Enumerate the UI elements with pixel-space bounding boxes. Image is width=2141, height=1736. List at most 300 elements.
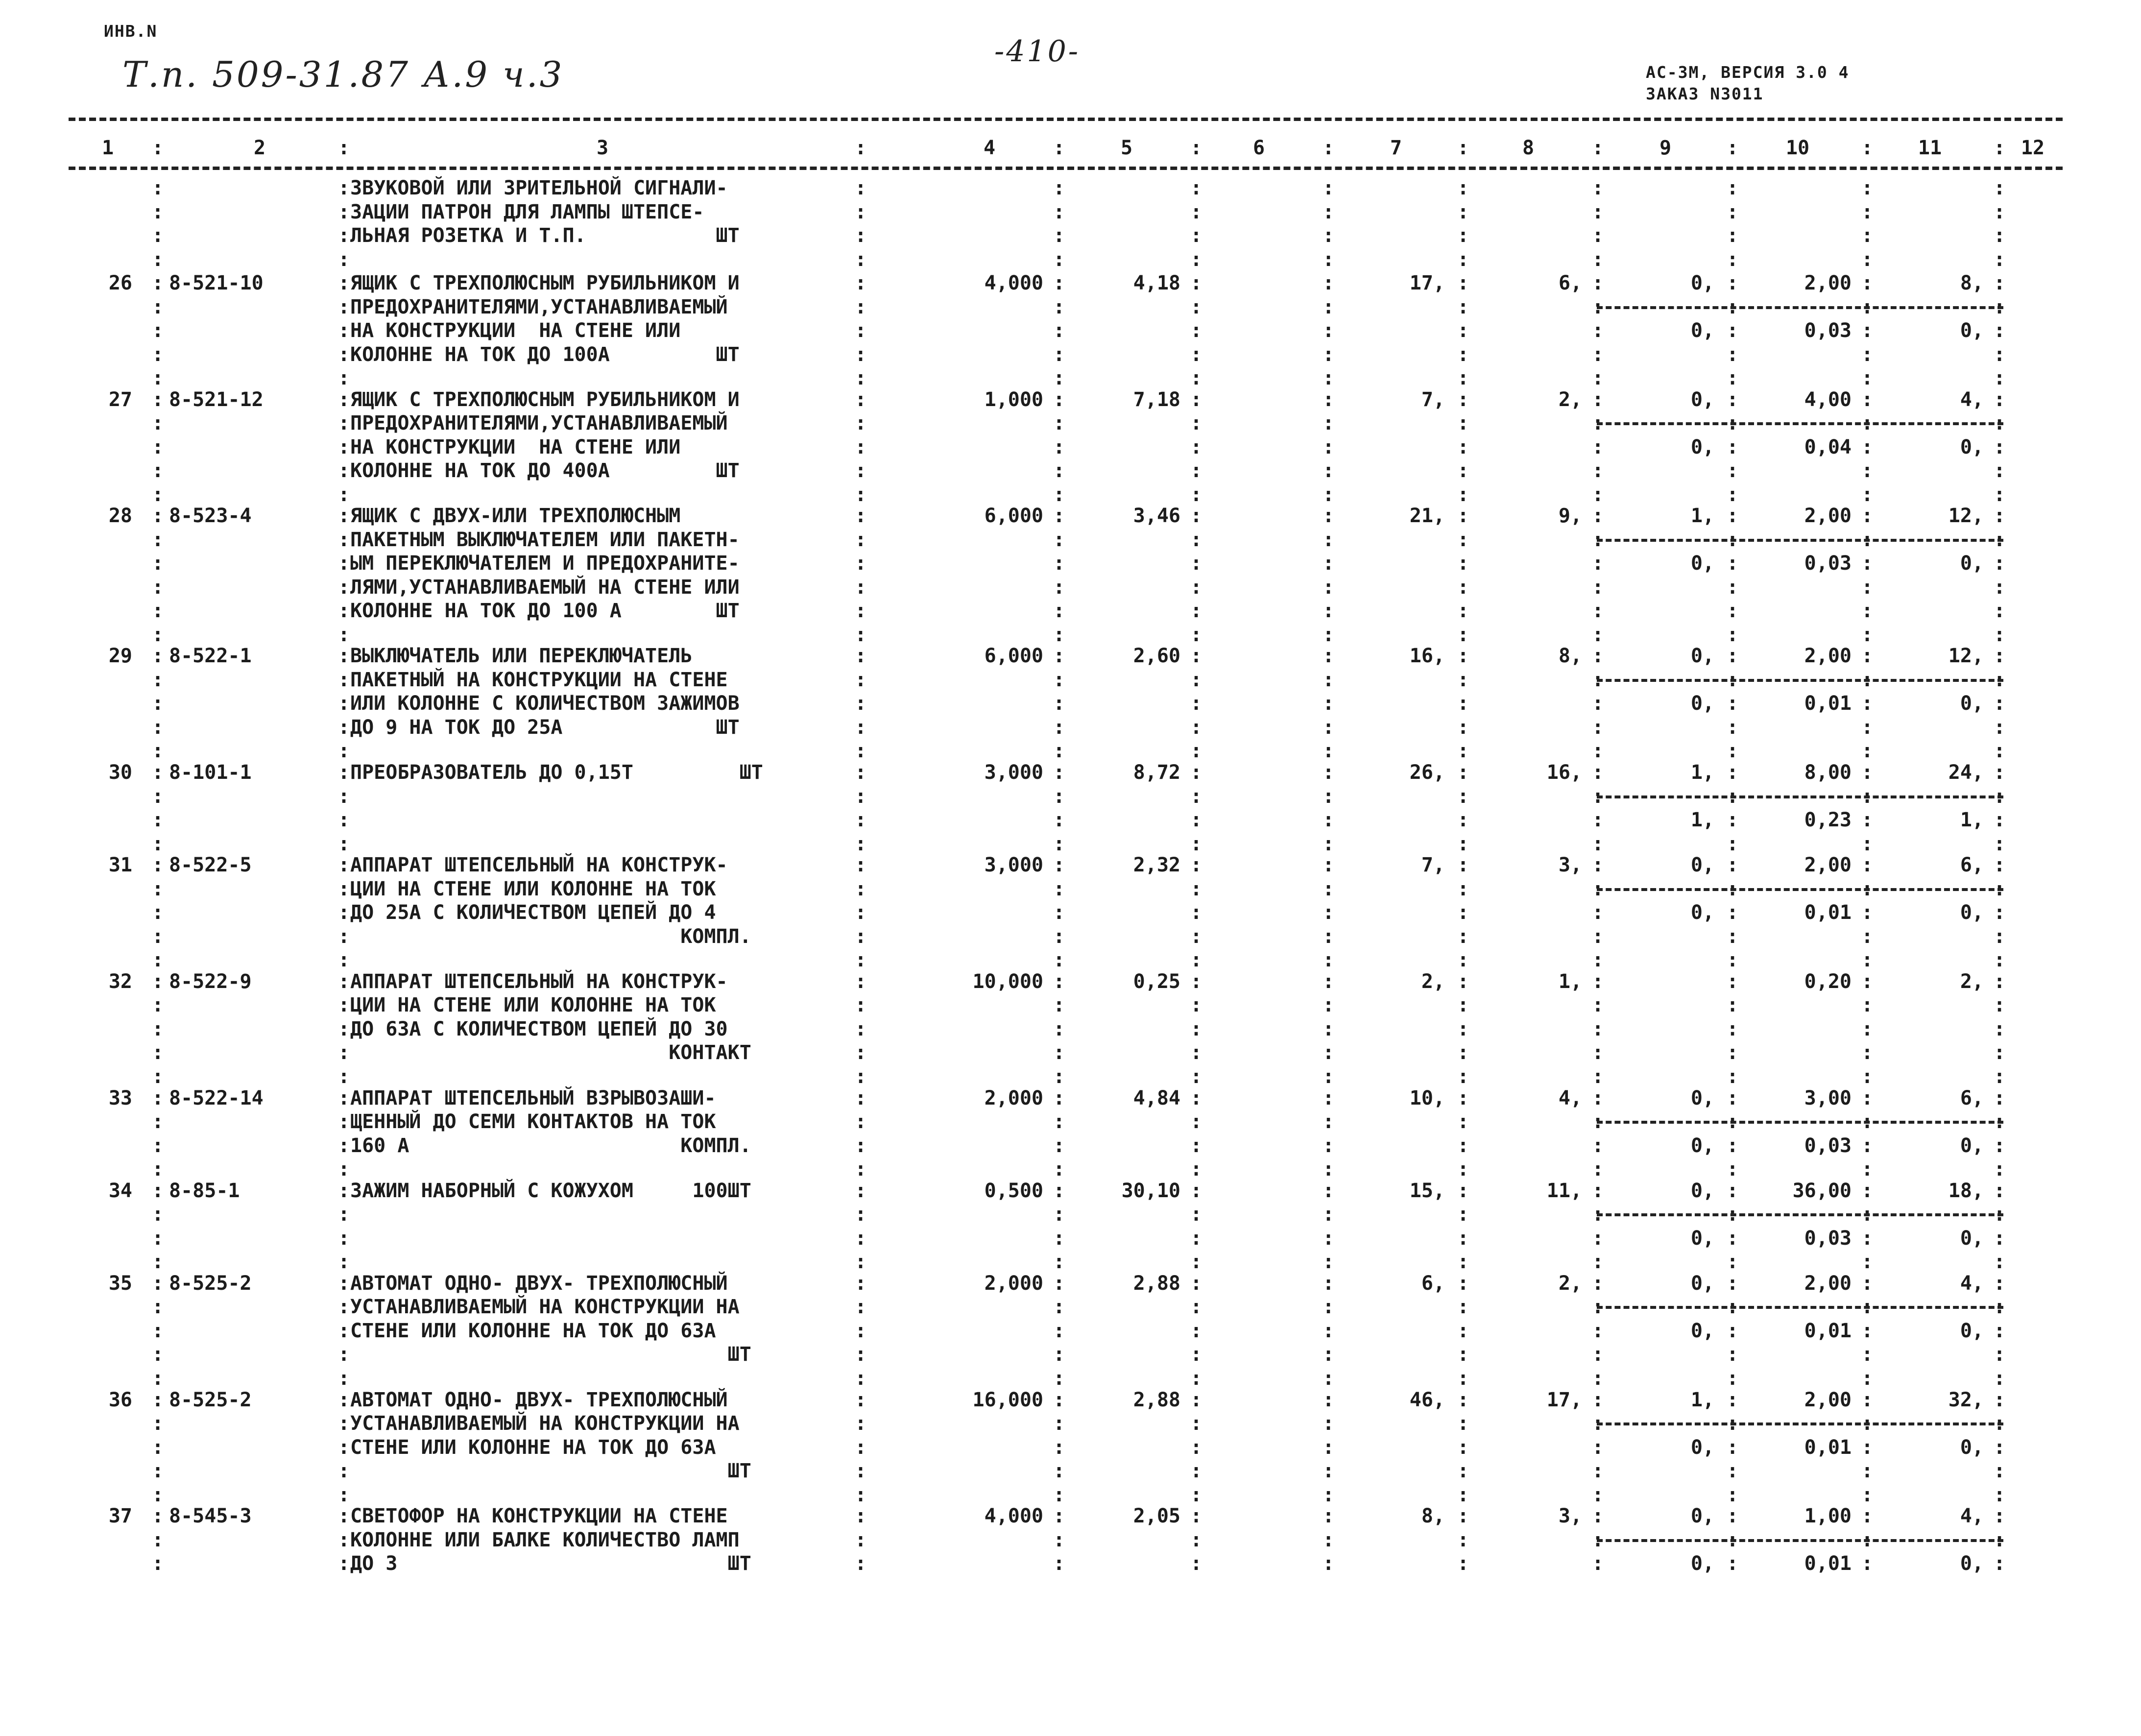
column-separator: : [855,137,867,159]
column-separator: : [1190,1436,1203,1459]
cell-c8: 1, [1558,970,1582,993]
column-separator: : [1323,367,1335,389]
cell-c5: 8,72 [1133,761,1180,784]
column-separator: : [152,1227,164,1250]
column-separator: : [1457,1460,1469,1482]
column-separator: : [1861,1436,1874,1459]
cell-c10-sub: 0,03 [1804,1134,1852,1157]
description-line: АВТОМАТ ОДНО- ДВУХ- ТРЕХПОЛЮСНЫЙ [350,1272,728,1295]
cell-c7: 2, [1421,970,1445,993]
column-separator: : [1994,576,2006,599]
column-separator: : [1457,1412,1469,1435]
column-separator: : [1323,483,1335,506]
column-separator: : [1727,343,1739,366]
column-separator: : [152,1460,164,1482]
column-separator: : [1727,1251,1739,1274]
column-separator: : [855,1412,867,1435]
column-separator: : [1053,645,1065,668]
column-separator: : [1323,1272,1335,1295]
column-separator: : [152,1086,164,1109]
column-separator: : [1457,1086,1469,1109]
column-separator: : [1053,137,1065,159]
column-separator: : [1323,200,1335,223]
column-separator: : [1323,832,1335,855]
column-separator: : [1323,319,1335,342]
description-line: ПАКЕТНЫМ ВЫКЛЮЧАТЕЛЕМ ИЛИ ПАКЕТН- [350,528,740,551]
column-separator: : [338,1134,350,1157]
description-line: ПАКЕТНЫЙ НА КОНСТРУКЦИИ НА СТЕНЕ [350,668,728,691]
column-separator: : [1861,785,1874,808]
column-separator: : [1457,949,1469,972]
cell-c9-sub: 0, [1690,552,1714,575]
column-separator: : [1190,367,1203,389]
column-separator: : [152,832,164,855]
cell-c9: 0, [1690,1179,1714,1202]
column-separator: : [1994,716,2006,739]
column-separator: : [152,248,164,271]
subtotal-separator [1597,888,2003,891]
column-separator: : [338,949,350,972]
column-separator: : [1994,505,2006,528]
column-separator: : [338,200,350,223]
column-separator: : [855,459,867,482]
subtotal-separator [1597,306,2003,309]
cell-c7: 6, [1421,1272,1445,1295]
column-separator: : [338,1528,350,1551]
column-separator: : [338,716,350,739]
cell-c10: 1,00 [1804,1505,1852,1528]
column-separator: : [1323,716,1335,739]
column-separator: : [1190,761,1203,784]
column-separator: : [1861,1343,1874,1366]
column-separator: : [855,1528,867,1551]
column-separator: : [1323,1483,1335,1506]
column-separator: : [1323,552,1335,575]
column-separator: : [1323,785,1335,808]
column-separator: : [1861,740,1874,763]
row-number: 28 [108,505,132,528]
column-separator: : [1727,248,1739,271]
column-separator: : [855,1436,867,1459]
cell-c9: 1, [1690,1388,1714,1411]
cell-c10: 0,20 [1804,970,1852,993]
column-separator: : [1994,1203,2006,1226]
cell-c7: 21, [1409,505,1445,528]
cell-c10: 3,00 [1804,1086,1852,1109]
description-line: ЗВУКОВОЙ ИЛИ ЗРИТЕЛЬНОЙ СИГНАЛИ- [350,177,728,199]
column-separator: : [1457,809,1469,832]
row-number: 30 [108,761,132,784]
column-separator: : [1053,552,1065,575]
description-line: УСТАНАВЛИВАЕМЫЙ НА КОНСТРУКЦИИ НА [350,1412,740,1435]
column-separator: : [1457,785,1469,808]
column-separator: : [1861,343,1874,366]
column-separator: : [152,1343,164,1366]
column-separator: : [855,367,867,389]
column-separator: : [1190,925,1203,948]
column-separator: : [1457,877,1469,900]
column-separator: : [1323,1412,1335,1435]
column-separator: : [1592,1065,1604,1088]
description-line: АППАРАТ ШТЕПСЕЛЬНЫЙ НА КОНСТРУК- [350,970,728,993]
column-separator: : [1592,854,1604,877]
column-separator: : [1053,224,1065,247]
column-separator: : [1861,1158,1874,1181]
rate-code: 8-545-3 [169,1505,252,1528]
column-separator: : [1861,1086,1874,1109]
column-separator: : [855,1251,867,1274]
column-separator: : [152,925,164,948]
column-separator: : [1323,877,1335,900]
column-separator: : [1053,809,1065,832]
column-separator: : [855,505,867,528]
column-separator: : [1323,1110,1335,1133]
column-separator: : [152,200,164,223]
column-separator: : [1592,1505,1604,1528]
column-separator: : [1190,505,1203,528]
column-separator: : [152,761,164,784]
column-separator: : [1727,412,1739,435]
column-separator: : [855,1158,867,1181]
column-header: 5 [1120,137,1133,159]
column-separator: : [1457,761,1469,784]
column-separator: : [1053,1319,1065,1342]
column-separator: : [1053,785,1065,808]
column-separator: : [1323,668,1335,691]
column-separator: : [855,1552,867,1575]
column-separator: : [1190,1367,1203,1390]
column-separator: : [1727,1505,1739,1528]
column-separator: : [1592,576,1604,599]
cell-c4: 2,000 [984,1086,1043,1109]
column-separator: : [1053,1134,1065,1157]
column-separator: : [1994,1552,2006,1575]
column-separator: : [1457,1134,1469,1157]
column-separator: : [1994,1272,2006,1295]
cell-c10: 8,00 [1804,761,1852,784]
column-separator: : [1323,623,1335,646]
row-number: 32 [108,970,132,993]
column-separator: : [338,1086,350,1109]
rate-code: 8-101-1 [169,761,252,784]
column-separator: : [1727,1179,1739,1202]
column-header: 6 [1252,137,1265,159]
column-separator: : [152,552,164,575]
column-separator: : [338,1343,350,1366]
column-separator: : [152,645,164,668]
description-line: ДО 3 ШТ [350,1552,751,1575]
cell-c9: 0, [1690,1086,1714,1109]
column-separator: : [152,1179,164,1202]
cell-c10: 36,00 [1792,1179,1852,1202]
column-separator: : [1457,1552,1469,1575]
column-separator: : [1457,272,1469,294]
column-separator: : [855,1227,867,1250]
column-separator: : [1592,177,1604,199]
cell-c9: 0, [1690,272,1714,294]
column-separator: : [855,1110,867,1133]
column-separator: : [855,1134,867,1157]
column-separator: : [1861,1203,1874,1226]
column-separator: : [1323,600,1335,623]
column-separator: : [1994,1110,2006,1133]
column-separator: : [1457,692,1469,715]
column-separator: : [1994,785,2006,808]
column-separator: : [1727,809,1739,832]
column-separator: : [1994,1460,2006,1482]
cell-c10-sub: 0,01 [1804,1319,1852,1342]
subtotal-separator [1597,1306,2003,1309]
column-separator: : [1592,970,1604,993]
column-separator: : [1861,645,1874,668]
column-separator: : [338,901,350,924]
description-line: СТЕНЕ ИЛИ КОЛОННЕ НА ТОК ДО 63А [350,1319,716,1342]
column-separator: : [1457,645,1469,668]
column-separator: : [1053,1272,1065,1295]
column-separator: : [1861,576,1874,599]
column-separator: : [338,412,350,435]
cell-c8: 3, [1558,854,1582,877]
column-separator: : [1592,877,1604,900]
column-separator: : [1190,1343,1203,1366]
column-separator: : [1861,505,1874,528]
column-separator: : [1053,716,1065,739]
column-separator: : [338,668,350,691]
column-separator: : [1994,970,2006,993]
column-separator: : [1323,388,1335,411]
description-line: КОНТАКТ [350,1041,751,1064]
column-separator: : [1592,483,1604,506]
column-separator: : [1994,1251,2006,1274]
column-separator: : [1592,367,1604,389]
column-header: 11 [1918,137,1942,159]
column-separator: : [1861,901,1874,924]
column-separator: : [1592,716,1604,739]
cell-c11-sub: 0, [1960,552,1984,575]
column-separator: : [338,623,350,646]
column-separator: : [1053,1086,1065,1109]
column-separator: : [152,1158,164,1181]
column-separator: : [1190,1158,1203,1181]
column-header: 8 [1522,137,1535,159]
subtotal-separator [1597,1423,2003,1425]
column-separator: : [855,576,867,599]
cell-c9-sub: 1, [1690,809,1714,832]
cell-c4: 10,000 [972,970,1043,993]
column-separator: : [1861,623,1874,646]
description-line: КОМПЛ. [350,925,751,948]
column-separator: : [1190,809,1203,832]
column-separator: : [1592,1343,1604,1366]
column-separator: : [1592,412,1604,435]
cell-c5: 2,88 [1133,1388,1180,1411]
column-separator: : [1727,1436,1739,1459]
cell-c10-sub: 0,01 [1804,1552,1852,1575]
column-separator: : [1323,1179,1335,1202]
cell-c8: 3, [1558,1505,1582,1528]
column-separator: : [1592,1552,1604,1575]
column-separator: : [1053,388,1065,411]
column-separator: : [338,1251,350,1274]
column-separator: : [1727,832,1739,855]
column-separator: : [152,1388,164,1411]
column-separator: : [338,343,350,366]
column-separator: : [1727,1528,1739,1551]
column-separator: : [1592,459,1604,482]
column-separator: : [338,1367,350,1390]
column-separator: : [1323,1134,1335,1157]
column-separator: : [1727,1483,1739,1506]
column-separator: : [338,1388,350,1411]
column-separator: : [1727,1065,1739,1088]
column-separator: : [1190,483,1203,506]
column-separator: : [1861,832,1874,855]
column-separator: : [855,1272,867,1295]
column-separator: : [1053,668,1065,691]
column-separator: : [1190,224,1203,247]
column-separator: : [152,809,164,832]
column-separator: : [1994,1017,2006,1040]
column-separator: : [1727,272,1739,294]
column-separator: : [1190,832,1203,855]
column-separator: : [1994,1179,2006,1202]
column-separator: : [1053,832,1065,855]
column-separator: : [1190,1251,1203,1274]
column-separator: : [338,177,350,199]
column-separator: : [1727,925,1739,948]
cell-c5: 4,84 [1133,1086,1180,1109]
row-number: 27 [108,388,132,411]
column-separator: : [1053,740,1065,763]
column-separator: : [1861,1367,1874,1390]
column-separator: : [855,435,867,458]
column-separator: : [1727,1017,1739,1040]
cell-c11-sub: 0, [1960,901,1984,924]
column-separator: : [1592,1227,1604,1250]
column-separator: : [338,785,350,808]
column-separator: : [1457,177,1469,199]
column-separator: : [1457,1065,1469,1088]
column-separator: : [1592,785,1604,808]
column-separator: : [1053,877,1065,900]
column-separator: : [1994,528,2006,551]
cell-c9-sub: 0, [1690,692,1714,715]
cell-c9-sub: 0, [1690,319,1714,342]
column-separator: : [1994,1086,2006,1109]
column-separator: : [1727,552,1739,575]
column-separator: : [855,716,867,739]
cell-c9: 1, [1690,505,1714,528]
column-separator: : [1592,295,1604,318]
column-separator: : [1861,877,1874,900]
column-separator: : [855,740,867,763]
column-separator: : [1861,970,1874,993]
column-separator: : [1457,576,1469,599]
column-separator: : [1457,1110,1469,1133]
column-separator: : [1994,1041,2006,1064]
cell-c7: 7, [1421,388,1445,411]
column-separator: : [1994,367,2006,389]
column-separator: : [1861,1483,1874,1506]
column-separator: : [1053,692,1065,715]
column-separator: : [1727,1272,1739,1295]
cell-c5: 2,88 [1133,1272,1180,1295]
column-separator: : [338,645,350,668]
column-separator: : [338,692,350,715]
column-separator: : [338,761,350,784]
column-separator: : [855,319,867,342]
description-line: УСТАНАВЛИВАЕМЫЙ НА КОНСТРУКЦИИ НА [350,1296,740,1319]
cell-c9: 0, [1690,388,1714,411]
cell-c9: 0, [1690,1272,1714,1295]
column-separator: : [1053,1367,1065,1390]
row-number: 33 [108,1086,132,1109]
column-separator: : [1457,412,1469,435]
column-separator: : [152,901,164,924]
column-separator: : [1861,809,1874,832]
cell-c11-sub: 0, [1960,319,1984,342]
cell-c10: 2,00 [1804,854,1852,877]
column-separator: : [1861,137,1874,159]
column-separator: : [152,854,164,877]
column-separator: : [1457,1203,1469,1226]
column-separator: : [1323,435,1335,458]
column-separator: : [338,1158,350,1181]
column-separator: : [1592,1436,1604,1459]
column-separator: : [1053,505,1065,528]
column-separator: : [338,1272,350,1295]
column-separator: : [855,1483,867,1506]
column-separator: : [1323,740,1335,763]
column-separator: : [1592,761,1604,784]
column-separator: : [152,272,164,294]
cell-c4: 4,000 [984,272,1043,294]
handwritten-document-number: Т.п. 509-31.87 А.9 ч.3 [122,54,564,95]
column-separator: : [1861,854,1874,877]
column-separator: : [152,505,164,528]
column-separator: : [1323,994,1335,1017]
column-separator: : [1323,761,1335,784]
cell-c11-sub: 0, [1960,1319,1984,1342]
table-line [78,1547,2067,1580]
column-separator: : [1861,994,1874,1017]
row-number: 26 [108,272,132,294]
column-separator: : [1592,1319,1604,1342]
subtotal-separator [1597,679,2003,682]
column-separator: : [1190,1110,1203,1133]
column-separator: : [152,1134,164,1157]
column-separator: : [1994,1343,2006,1366]
description-line: АВТОМАТ ОДНО- ДВУХ- ТРЕХПОЛЮСНЫЙ [350,1388,728,1411]
column-separator: : [1727,1110,1739,1133]
column-separator: : [855,1065,867,1088]
column-separator: : [1190,1296,1203,1319]
column-separator: : [1592,200,1604,223]
column-separator: : [855,1086,867,1109]
cell-c11: 24, [1948,761,1984,784]
cell-c7: 26, [1409,761,1445,784]
cell-c11: 4, [1960,1272,1984,1295]
column-separator: : [1190,623,1203,646]
column-separator: : [1994,692,2006,715]
column-separator: : [1727,1203,1739,1226]
column-separator: : [1861,552,1874,575]
column-separator: : [152,785,164,808]
column-separator: : [1190,200,1203,223]
column-separator: : [1457,1041,1469,1064]
column-separator: : [1994,1134,2006,1157]
cell-c11-sub: 0, [1960,692,1984,715]
